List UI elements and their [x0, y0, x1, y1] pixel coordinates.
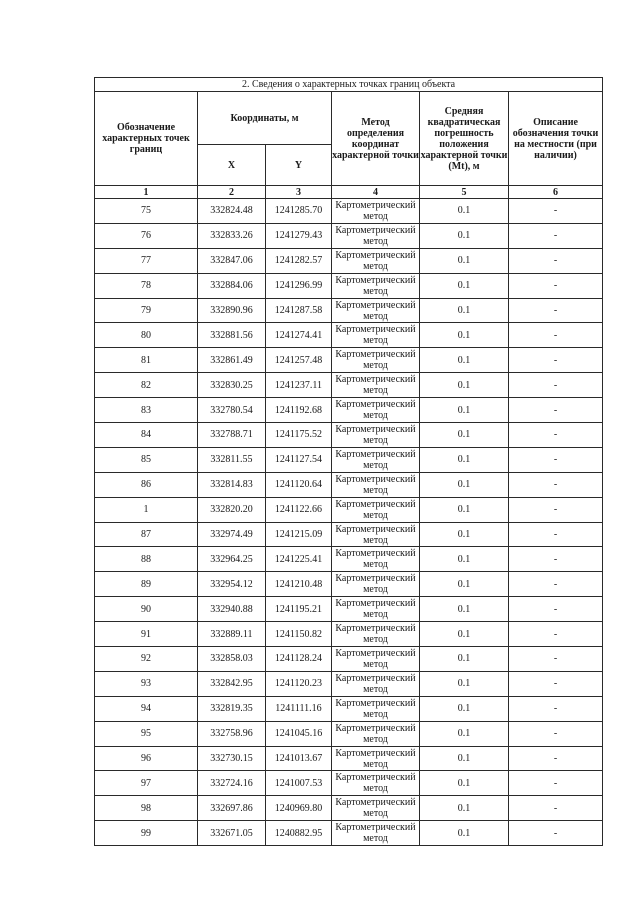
accuracy-cell: 0.1	[420, 447, 509, 472]
description-cell: -	[509, 223, 603, 248]
table-row	[95, 597, 603, 622]
accuracy-cell: 0.1	[420, 721, 509, 746]
accuracy-cell: 0.1	[420, 771, 509, 796]
point-id-cell: 88	[95, 547, 198, 572]
method-cell: Картометрический метод	[332, 572, 420, 597]
x-coordinate-cell: 332847.06	[198, 248, 266, 273]
y-coordinate-cell: 1241285.70	[266, 199, 332, 224]
point-id-cell: 78	[95, 273, 198, 298]
column-number: 3	[266, 186, 332, 199]
x-coordinate-cell: 332858.03	[198, 647, 266, 672]
table-row	[95, 398, 603, 423]
table-row	[95, 323, 603, 348]
x-coordinate-cell: 332889.11	[198, 622, 266, 647]
point-id-cell: 92	[95, 647, 198, 672]
accuracy-cell: 0.1	[420, 298, 509, 323]
accuracy-cell: 0.1	[420, 696, 509, 721]
accuracy-cell: 0.1	[420, 423, 509, 448]
table-row	[95, 721, 603, 746]
table-row	[95, 199, 603, 224]
point-id-cell: 83	[95, 398, 198, 423]
method-cell: Картометрический метод	[332, 398, 420, 423]
table-row	[95, 821, 603, 846]
table-row	[95, 522, 603, 547]
x-coordinate-cell: 332881.56	[198, 323, 266, 348]
description-cell: -	[509, 522, 603, 547]
x-coordinate-cell: 332724.16	[198, 771, 266, 796]
y-coordinate-cell: 1241122.66	[266, 497, 332, 522]
method-cell: Картометрический метод	[332, 597, 420, 622]
description-cell: -	[509, 572, 603, 597]
method-cell: Картометрический метод	[332, 796, 420, 821]
accuracy-cell: 0.1	[420, 572, 509, 597]
description-cell: -	[509, 348, 603, 373]
column-number: 4	[332, 186, 420, 199]
accuracy-cell: 0.1	[420, 373, 509, 398]
y-coordinate-cell: 1241287.58	[266, 298, 332, 323]
description-cell: -	[509, 547, 603, 572]
x-coordinate-cell: 332954.12	[198, 572, 266, 597]
x-coordinate-cell: 332940.88	[198, 597, 266, 622]
accuracy-cell: 0.1	[420, 248, 509, 273]
x-coordinate-cell: 332861.49	[198, 348, 266, 373]
column-number: 1	[95, 186, 198, 199]
point-id-cell: 89	[95, 572, 198, 597]
y-coordinate-cell: 1241210.48	[266, 572, 332, 597]
table-row	[95, 796, 603, 821]
y-coordinate-cell: 1241257.48	[266, 348, 332, 373]
table-row	[95, 572, 603, 597]
accuracy-cell: 0.1	[420, 671, 509, 696]
x-coordinate-cell: 332671.05	[198, 821, 266, 846]
description-cell: -	[509, 497, 603, 522]
x-coordinate-cell: 332974.49	[198, 522, 266, 547]
point-id-cell: 87	[95, 522, 198, 547]
method-cell: Картометрический метод	[332, 423, 420, 448]
method-cell: Картометрический метод	[332, 273, 420, 298]
header-method: Метод определения координат характерной точки	[332, 92, 420, 186]
method-cell: Картометрический метод	[332, 671, 420, 696]
description-cell: -	[509, 696, 603, 721]
accuracy-cell: 0.1	[420, 622, 509, 647]
table-row	[95, 348, 603, 373]
point-id-cell: 81	[95, 348, 198, 373]
accuracy-cell: 0.1	[420, 647, 509, 672]
x-coordinate-cell: 332811.55	[198, 447, 266, 472]
description-cell: -	[509, 821, 603, 846]
method-cell: Картометрический метод	[332, 248, 420, 273]
boundary-points-table	[94, 77, 603, 846]
method-cell: Картометрический метод	[332, 373, 420, 398]
table-row	[95, 497, 603, 522]
y-coordinate-cell: 1241237.11	[266, 373, 332, 398]
description-cell: -	[509, 771, 603, 796]
method-cell: Картометрический метод	[332, 721, 420, 746]
accuracy-cell: 0.1	[420, 597, 509, 622]
y-coordinate-cell: 1241279.43	[266, 223, 332, 248]
table-row	[95, 298, 603, 323]
column-number: 6	[509, 186, 603, 199]
header-y: Y	[266, 145, 332, 186]
accuracy-cell: 0.1	[420, 821, 509, 846]
accuracy-cell: 0.1	[420, 746, 509, 771]
x-coordinate-cell: 332830.25	[198, 373, 266, 398]
table-row	[95, 273, 603, 298]
x-coordinate-cell: 332780.54	[198, 398, 266, 423]
method-cell: Картометрический метод	[332, 771, 420, 796]
table-row	[95, 472, 603, 497]
accuracy-cell: 0.1	[420, 522, 509, 547]
point-id-cell: 75	[95, 199, 198, 224]
x-coordinate-cell: 332819.35	[198, 696, 266, 721]
point-id-cell: 79	[95, 298, 198, 323]
point-id-cell: 77	[95, 248, 198, 273]
point-id-cell: 82	[95, 373, 198, 398]
y-coordinate-cell: 1241120.23	[266, 671, 332, 696]
column-number: 2	[198, 186, 266, 199]
table-row	[95, 622, 603, 647]
method-cell: Картометрический метод	[332, 821, 420, 846]
x-coordinate-cell: 332730.15	[198, 746, 266, 771]
method-cell: Картометрический метод	[332, 323, 420, 348]
table-row	[95, 223, 603, 248]
point-id-cell: 99	[95, 821, 198, 846]
y-coordinate-cell: 1241296.99	[266, 273, 332, 298]
y-coordinate-cell: 1240969.80	[266, 796, 332, 821]
method-cell: Картометрический метод	[332, 447, 420, 472]
description-cell: -	[509, 323, 603, 348]
accuracy-cell: 0.1	[420, 472, 509, 497]
accuracy-cell: 0.1	[420, 273, 509, 298]
x-coordinate-cell: 332814.83	[198, 472, 266, 497]
y-coordinate-cell: 1241111.16	[266, 696, 332, 721]
y-coordinate-cell: 1241192.68	[266, 398, 332, 423]
point-id-cell: 95	[95, 721, 198, 746]
y-coordinate-cell: 1241045.16	[266, 721, 332, 746]
point-id-cell: 86	[95, 472, 198, 497]
method-cell: Картометрический метод	[332, 622, 420, 647]
description-cell: -	[509, 746, 603, 771]
method-cell: Картометрический метод	[332, 522, 420, 547]
table-row	[95, 771, 603, 796]
table-body	[95, 199, 603, 846]
header-description: Описание обозначения точки на местности (при наличии)	[509, 92, 603, 186]
y-coordinate-cell: 1241120.64	[266, 472, 332, 497]
point-id-cell: 93	[95, 671, 198, 696]
point-id-cell: 80	[95, 323, 198, 348]
y-coordinate-cell: 1241282.57	[266, 248, 332, 273]
y-coordinate-cell: 1241225.41	[266, 547, 332, 572]
y-coordinate-cell: 1241128.24	[266, 647, 332, 672]
method-cell: Картометрический метод	[332, 547, 420, 572]
table-row	[95, 447, 603, 472]
description-cell: -	[509, 398, 603, 423]
method-cell: Картометрический метод	[332, 497, 420, 522]
accuracy-cell: 0.1	[420, 547, 509, 572]
description-cell: -	[509, 447, 603, 472]
description-cell: -	[509, 647, 603, 672]
point-id-cell: 84	[95, 423, 198, 448]
y-coordinate-cell: 1241150.82	[266, 622, 332, 647]
x-coordinate-cell: 332842.95	[198, 671, 266, 696]
method-cell: Картометрический метод	[332, 223, 420, 248]
y-coordinate-cell: 1240882.95	[266, 821, 332, 846]
x-coordinate-cell: 332824.48	[198, 199, 266, 224]
method-cell: Картометрический метод	[332, 746, 420, 771]
x-coordinate-cell: 332890.96	[198, 298, 266, 323]
description-cell: -	[509, 796, 603, 821]
table-row	[95, 746, 603, 771]
x-coordinate-cell: 332697.86	[198, 796, 266, 821]
y-coordinate-cell: 1241195.21	[266, 597, 332, 622]
x-coordinate-cell: 332964.25	[198, 547, 266, 572]
y-coordinate-cell: 1241175.52	[266, 423, 332, 448]
point-id-cell: 76	[95, 223, 198, 248]
accuracy-cell: 0.1	[420, 323, 509, 348]
description-cell: -	[509, 597, 603, 622]
point-id-cell: 94	[95, 696, 198, 721]
accuracy-cell: 0.1	[420, 497, 509, 522]
table-row	[95, 423, 603, 448]
y-coordinate-cell: 1241215.09	[266, 522, 332, 547]
description-cell: -	[509, 199, 603, 224]
y-coordinate-cell: 1241274.41	[266, 323, 332, 348]
table-row	[95, 671, 603, 696]
x-coordinate-cell: 332884.06	[198, 273, 266, 298]
method-cell: Картометрический метод	[332, 199, 420, 224]
header-accuracy: Средняя квадратическая погрешность положения характерной точки (Mt), м	[420, 92, 509, 186]
header-point-designation: Обозначение характерных точек границ	[95, 92, 198, 186]
point-id-cell: 91	[95, 622, 198, 647]
accuracy-cell: 0.1	[420, 398, 509, 423]
y-coordinate-cell: 1241007.53	[266, 771, 332, 796]
table-row	[95, 547, 603, 572]
point-id-cell: 96	[95, 746, 198, 771]
accuracy-cell: 0.1	[420, 199, 509, 224]
table-row	[95, 696, 603, 721]
header-coordinates: Координаты, м	[198, 92, 332, 145]
point-id-cell: 97	[95, 771, 198, 796]
point-id-cell: 1	[95, 497, 198, 522]
column-numbers-row	[95, 186, 603, 199]
method-cell: Картометрический метод	[332, 647, 420, 672]
header-x: X	[198, 145, 266, 186]
description-cell: -	[509, 298, 603, 323]
point-id-cell: 90	[95, 597, 198, 622]
column-number: 5	[420, 186, 509, 199]
description-cell: -	[509, 423, 603, 448]
point-id-cell: 85	[95, 447, 198, 472]
y-coordinate-cell: 1241127.54	[266, 447, 332, 472]
description-cell: -	[509, 721, 603, 746]
description-cell: -	[509, 622, 603, 647]
accuracy-cell: 0.1	[420, 796, 509, 821]
method-cell: Картометрический метод	[332, 696, 420, 721]
accuracy-cell: 0.1	[420, 223, 509, 248]
method-cell: Картометрический метод	[332, 472, 420, 497]
x-coordinate-cell: 332820.20	[198, 497, 266, 522]
accuracy-cell: 0.1	[420, 348, 509, 373]
point-id-cell: 98	[95, 796, 198, 821]
description-cell: -	[509, 273, 603, 298]
description-cell: -	[509, 248, 603, 273]
description-cell: -	[509, 373, 603, 398]
x-coordinate-cell: 332788.71	[198, 423, 266, 448]
table-row	[95, 373, 603, 398]
table-row	[95, 647, 603, 672]
y-coordinate-cell: 1241013.67	[266, 746, 332, 771]
description-cell: -	[509, 671, 603, 696]
table-row	[95, 248, 603, 273]
x-coordinate-cell: 332758.96	[198, 721, 266, 746]
x-coordinate-cell: 332833.26	[198, 223, 266, 248]
description-cell: -	[509, 472, 603, 497]
method-cell: Картометрический метод	[332, 298, 420, 323]
method-cell: Картометрический метод	[332, 348, 420, 373]
section-title: 2. Сведения о характерных точках границ объекта	[95, 78, 603, 92]
